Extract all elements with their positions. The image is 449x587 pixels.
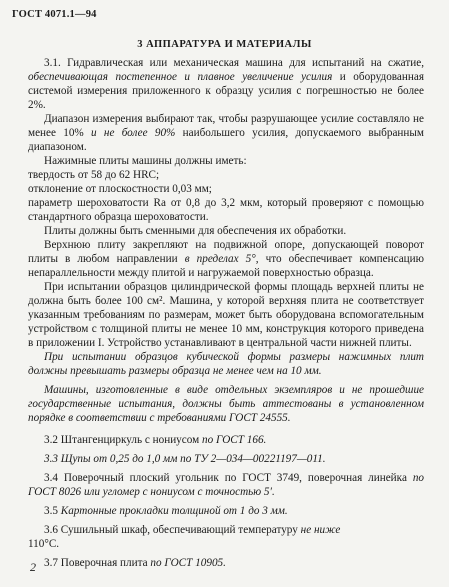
paragraph-text: 3.7 Поверочная плита <box>44 557 151 569</box>
plates-item-flatness: отклонение от плоскостности 0,03 мм; <box>28 183 212 195</box>
document-body <box>28 56 424 570</box>
paragraph-machines <box>28 383 424 425</box>
paragraph-3-7 <box>28 556 424 570</box>
page-number: 2 <box>30 560 36 574</box>
paragraph-text: 3.5 <box>44 505 61 517</box>
paragraph-3-2 <box>28 433 424 447</box>
paragraph-3-1 <box>28 56 424 112</box>
paragraph-text: 3.4 Поверочный плоский угольник по ГОСТ 3749, поверочная линейка <box>44 472 413 484</box>
paragraph-text: 3.1. Гидравлическая или механическая машина для испытаний на сжатие, <box>44 57 424 69</box>
paragraph-range <box>28 112 424 154</box>
paragraph-emphasis: 3.3 Щупы от 0,25 до 1,0 мм по ТУ 2—034—00221197—011. <box>44 453 326 465</box>
paragraph-text: Верхнюю плиту закрепляют на подвижной опоре, допускающей поворот плиты в любом направлении <box>28 239 424 265</box>
paragraph-text: и оборудованная системой измерения приложенного к образцу усилия с погрешностью не более 2%. <box>28 71 424 111</box>
section-title: 3 АППАРАТУРА И МАТЕРИАЛЫ <box>137 39 312 50</box>
paragraph-3-5 <box>28 504 424 518</box>
paragraph-emphasis: в пределах 5°, <box>184 253 259 265</box>
paragraph-text: наибольшего усилия, допускаемого выбранным диапазоном. <box>28 127 424 153</box>
paragraph-emphasis: и не более 90% <box>91 127 176 139</box>
paragraph-emphasis: по ГОСТ 166. <box>202 434 267 446</box>
plates-removable: Плиты должны быть сменными для обеспечения их обработки. <box>44 225 347 237</box>
paragraph-text: 3.2 Штангенциркуль с нониусом <box>44 434 203 446</box>
paragraph-text: Диапазон измерения выбирают так, чтобы разрушающее усилие составляло не менее 10% <box>28 113 424 139</box>
paragraph-emphasis: не ниже <box>300 524 341 536</box>
paragraph-upper-plate <box>28 238 424 280</box>
paragraph-emphasis: обеспечивающая постепенное и плавное увеличение усилия <box>28 71 333 83</box>
paragraph-emphasis: Машины, изготовленные в виде отдельных экземпляров и не прошедшие государственные испытания, должны быть аттестованы в установленном порядке в соответствии с требованиями ГОСТ 24555. <box>28 384 424 424</box>
paragraph-3-4 <box>28 471 424 499</box>
plates-item-roughness: параметр шероховатости Ra от 0,8 до 3,2 мкм, который проверяют с помощью стандартного образца шероховатости. <box>28 197 424 223</box>
paragraph-3-6 <box>28 523 424 551</box>
plates-intro: Нажимные плиты машины должны иметь: <box>44 155 247 167</box>
paragraph-text: 110°С. <box>28 538 60 550</box>
paragraph-emphasis: При испытании образцов кубической формы размеры нажимных плит должны превышать размеры образца не менее чем на 10 мм. <box>28 351 424 377</box>
paragraph-text: что обеспечивает компенсацию непараллельности между плитой и нагружаемой поверхностью образца. <box>28 253 424 279</box>
paragraph-emphasis: по ГОСТ 10905. <box>150 557 226 569</box>
paragraph-cylindrical: При испытании образцов цилиндрической формы площадь верхней плиты не должна быть более 100 см². Машина, у которой верхняя плита не соответствует указанным требованиям по размерам, может быть оборудована вспомогательным устройством с толщиной плиты не менее 10 мм, конструкция которого приведена в приложении I. Устройство устанавливают в центральной части нижней плиты. <box>28 281 424 349</box>
plates-item-hardness: твердость от 58 до 62 HRC; <box>28 169 160 181</box>
paragraph-emphasis: Картонные прокладки толщиной от 1 до 3 мм. <box>60 505 288 517</box>
paragraph-emphasis: по ГОСТ 8026 или угломер с нониусом с точностью 5′. <box>28 472 424 498</box>
paragraph-3-3 <box>28 452 424 466</box>
standard-header: ГОСТ 4071.1—94 <box>12 9 97 20</box>
paragraph-cubic <box>28 350 424 378</box>
paragraph-text: 3.6 Сушильный шкаф, обеспечивающий температуру <box>44 524 301 536</box>
